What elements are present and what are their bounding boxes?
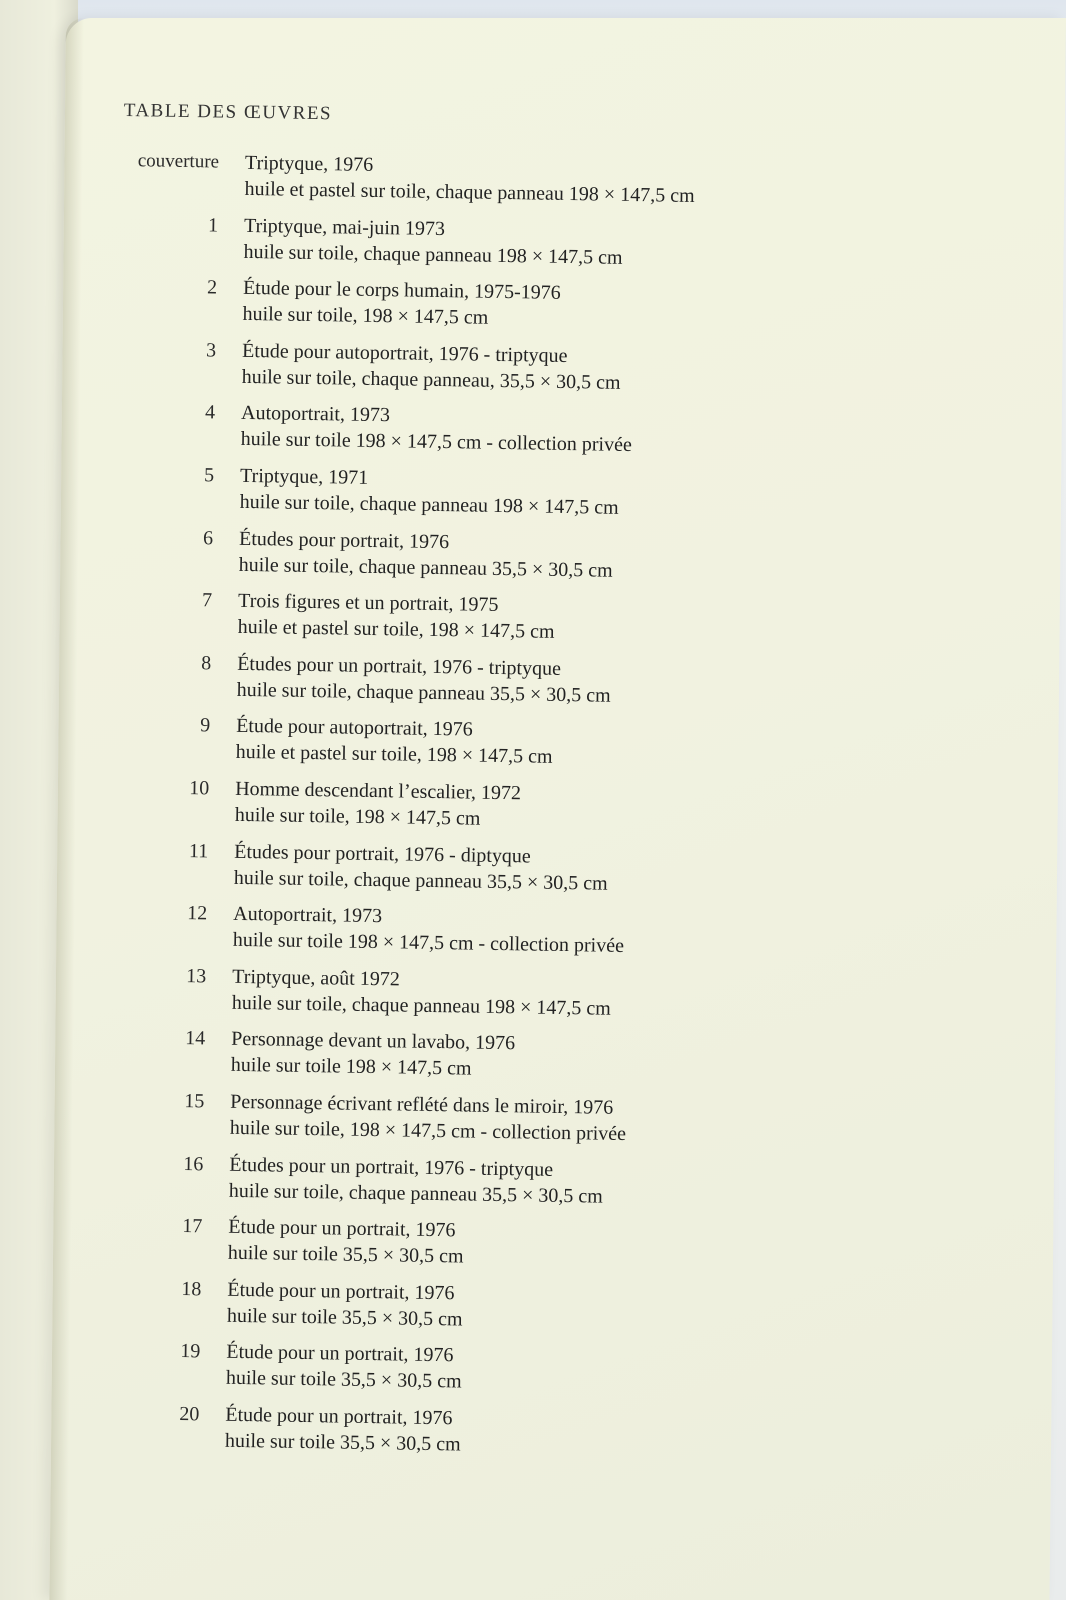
entry-details: huile sur toile, chaque panneau 35,5 × 30,5 cm xyxy=(238,553,613,582)
entry-title: Études pour un portrait, 1976 - triptyque xyxy=(229,1153,554,1181)
entry-details: huile sur toile, chaque panneau 198 × 147,5 cm xyxy=(231,991,611,1020)
table-of-works xyxy=(103,100,944,1475)
list-item xyxy=(103,1400,924,1475)
entry-number: 20 xyxy=(179,1402,200,1426)
entry-number: 4 xyxy=(204,401,216,424)
entry-details: huile sur toile, chaque panneau 35,5 × 30,5 cm xyxy=(233,866,608,895)
entry-title: Personnage devant un lavabo, 1976 xyxy=(231,1028,516,1055)
entry-details: huile sur toile 35,5 × 30,5 cm xyxy=(225,1367,462,1393)
entry-details: huile sur toile, chaque panneau 35,5 × 30,5 cm xyxy=(236,678,611,707)
entry-details: huile sur toile, chaque panneau 198 × 147,5 cm xyxy=(243,240,623,269)
entry-number: 7 xyxy=(201,589,213,612)
entry-number: 16 xyxy=(183,1152,204,1175)
entry-title: Autoportrait, 1973 xyxy=(233,902,383,928)
entry-details: huile sur toile, 198 × 147,5 cm - collection privée xyxy=(229,1116,627,1145)
entry-number: 6 xyxy=(202,526,214,550)
entry-title: Trois figures et un portrait, 1975 xyxy=(237,590,499,617)
entry-number: 15 xyxy=(184,1089,205,1113)
entry-title: Homme descendant l’escalier, 1972 xyxy=(235,777,522,805)
entry-number: 13 xyxy=(186,964,207,988)
entry-title: Triptyque, 1971 xyxy=(239,464,369,489)
entry-number: 12 xyxy=(187,902,208,925)
entry-title: Étude pour autoportrait, 1976 xyxy=(236,715,473,741)
entry-title: Étude pour un portrait, 1976 xyxy=(225,1403,453,1430)
entry-number: couverture xyxy=(137,150,220,173)
entry-details: huile et pastel sur toile, 198 × 147,5 cm xyxy=(235,741,553,769)
entry-number: 9 xyxy=(200,714,211,737)
entry-title: Étude pour un portrait, 1976 xyxy=(227,1278,455,1305)
entry-number: 14 xyxy=(185,1027,206,1050)
entry-number: 19 xyxy=(180,1340,201,1363)
entry-title: Personnage écrivant reflété dans le miroir, 1976 xyxy=(230,1090,614,1119)
entry-details: huile et pastel sur toile, chaque panneau 198 × 147,5 cm xyxy=(244,177,695,207)
entry-title: Études pour portrait, 1976 - diptyque xyxy=(234,840,531,868)
entry-number: 8 xyxy=(200,652,212,675)
entry-title: Études pour portrait, 1976 xyxy=(238,527,450,553)
entry-title: Étude pour un portrait, 1976 xyxy=(226,1341,454,1367)
entry-details: huile sur toile, chaque panneau 35,5 × 30,5 cm xyxy=(228,1179,603,1208)
entry-details: huile sur toile, 198 × 147,5 cm xyxy=(242,303,489,329)
entry-title: Étude pour autoportrait, 1976 - triptyque xyxy=(241,339,568,367)
entry-number: 17 xyxy=(182,1215,203,1238)
entry-title: Triptyque, août 1972 xyxy=(232,965,401,991)
entry-number: 3 xyxy=(205,339,217,362)
entry-details: huile sur toile, 198 × 147,5 cm xyxy=(234,803,481,830)
entry-number: 11 xyxy=(188,839,209,862)
entry-details: huile sur toile, chaque panneau, 35,5 × 30,5 cm xyxy=(241,365,621,394)
entry-number: 10 xyxy=(189,777,210,800)
entry-details: huile sur toile 35,5 × 30,5 cm xyxy=(224,1429,461,1456)
entry-details: huile sur toile 198 × 147,5 cm - collection privée xyxy=(240,428,632,457)
page-title: TABLE DES ŒUVRES xyxy=(123,100,333,125)
entry-number: 5 xyxy=(203,464,215,487)
entry-details: huile sur toile 198 × 147,5 cm xyxy=(230,1054,472,1080)
entry-details: huile et pastel sur toile, 198 × 147,5 cm xyxy=(237,616,555,643)
entry-details: huile sur toile 35,5 × 30,5 cm xyxy=(227,1241,464,1268)
entry-title: Triptyque, mai-juin 1973 xyxy=(243,214,446,240)
entry-title: Étude pour le corps humain, 1975-1976 xyxy=(242,277,561,305)
entry-number: 2 xyxy=(206,276,218,299)
entry-details: huile sur toile 198 × 147,5 cm - collection privée xyxy=(232,928,625,958)
entry-details: huile sur toile, chaque panneau 198 × 147,5 cm xyxy=(239,490,619,519)
entry-details: huile sur toile 35,5 × 30,5 cm xyxy=(226,1304,463,1331)
entry-title: Étude pour un portrait, 1976 xyxy=(228,1215,456,1242)
entry-title: Triptyque, 1976 xyxy=(244,151,374,176)
entry-number: 18 xyxy=(181,1277,202,1301)
entry-number: 1 xyxy=(207,213,219,237)
entry-title: Études pour un portrait, 1976 - triptyque xyxy=(236,652,562,680)
entry-title: Autoportrait, 1973 xyxy=(240,402,391,427)
